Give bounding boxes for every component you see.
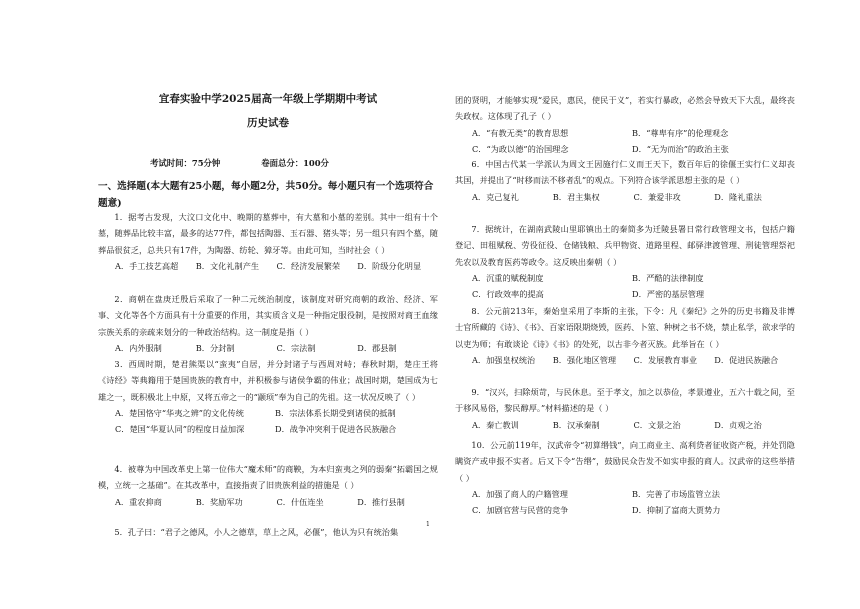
option-a: A．加强了商人的户籍管理 <box>472 488 568 499</box>
option-d: D．贞观之治 <box>714 419 762 430</box>
question-options <box>455 486 795 502</box>
question-options <box>455 352 795 368</box>
exam-info <box>150 157 367 169</box>
exam-subtitle: 历史试卷 <box>247 117 289 129</box>
option-c: C．什伍连坐 <box>276 496 324 507</box>
question-9 <box>455 384 795 433</box>
option-d: D．阶级分化明显 <box>357 260 422 271</box>
question-10 <box>455 437 795 518</box>
question-options <box>455 417 795 433</box>
option-a: A．楚国恪守“华夷之辨”的文化传统 <box>115 407 244 418</box>
question-text: 8．公元前213年，秦始皇采用了李斯的主张，下令：凡《秦纪》之外的历史书籍及非博士官所藏的《诗》、《书》、百家语限期烧毁，医药、卜筮、种树之书不烧，禁止私学，欲求学的以吏为师；有敢谈论《诗》《书》的处死，以古非今者灭族。此举旨在（ ） <box>455 306 795 349</box>
question-options <box>98 340 438 356</box>
option-d: D．隆礼重法 <box>714 191 762 202</box>
question-6 <box>455 156 795 205</box>
option-b: B．完善了市场监管立法 <box>632 488 720 499</box>
exam-title: 宜春实验中学2025届高一年级上学期期中考试 <box>158 93 378 105</box>
option-c: C．发展教育事业 <box>633 354 698 365</box>
option-a: A．加强皇权统治 <box>472 354 536 365</box>
question-text: 9．“汉兴，扫除烦苛，与民休息。至于孝文，加之以恭俭，孝景遵业，五六十载之间，至于移风易俗，黎民醇厚。”材料描述的是（ ） <box>455 387 795 414</box>
option-d: D．抑制了富商大贾势力 <box>632 505 721 516</box>
question-text: 10．公元前119年，汉武帝令“初算缗钱”，向工商业主、高利贷者征收资产税，并处罚隐瞒资产或申报不实者。后又下令“告缗”，鼓励民众告发不如实申报的商人。汉武帝的这些举措（ ） <box>455 440 795 483</box>
option-a: A．“有教无类”的教育思想 <box>472 127 569 138</box>
question-options <box>98 421 438 437</box>
question-5-continued <box>455 92 795 157</box>
option-b: B．汉承秦制 <box>552 419 600 430</box>
question-text: 1．据考古发现，大汶口文化中、晚期的墓葬中，有大墓和小墓的差别。其中一组有十个墓，随葬品比较丰富，最多的达77件，都包括陶器、玉石器、猪头等；另一组只有四个墓，随葬品很贫乏，总共只有17件，为陶器、纺轮、獐牙等。由此可知，当时社会（ ） <box>98 212 438 255</box>
option-d: D．战争冲突利于促进各民族融合 <box>275 424 397 435</box>
question-text: 5．孔子曰：“君子之德风，小人之德草，草上之风，必偃”，他认为只有统治集 <box>114 527 399 537</box>
question-text: 4．被尊为中国改革史上第一位伟大“魔术师”的商鞅，为本归蛮夷之列的弱秦“拓霸国之规模，立统一之基础”。在其改革中，直接指责了旧贵族利益的措施是（ ） <box>98 464 438 491</box>
option-c: C．宗法制 <box>276 342 316 353</box>
question-1 <box>98 209 438 274</box>
option-a: A．克己复礼 <box>472 191 519 202</box>
option-a: A．沉重的赋税制度 <box>472 272 544 283</box>
option-c: C．行政效率的提高 <box>472 289 544 300</box>
option-a: A．重农抑商 <box>115 496 162 507</box>
question-4 <box>98 461 438 510</box>
question-5-start <box>98 524 438 540</box>
question-text: 7．据统计，在湖南武陵山里耶镇出土的秦简多为迁陵县署日常行政管理文书，包括户籍登记、田租赋税、劳役征役、仓储钱粮、兵甲物资、道路里程、邮驿津渡管理、刑徒管理祭祀先农以及教育医药等政令。这反映出秦朝（ ） <box>455 224 795 267</box>
option-c: C．兼爱非攻 <box>633 191 681 202</box>
option-c: C．“为政以德”的治国理念 <box>472 143 569 154</box>
page-number: 1 <box>426 521 430 528</box>
option-b: B．文化礼制产生 <box>195 260 260 271</box>
option-c: C．文景之治 <box>633 419 681 430</box>
question-2 <box>98 291 438 356</box>
option-a: A．秦亡教训 <box>472 419 519 430</box>
option-d: D．严密的基层管理 <box>632 289 705 300</box>
question-options <box>455 189 795 205</box>
question-options <box>455 502 795 518</box>
option-b: B．“尊卑有序”的伦理观念 <box>632 127 729 138</box>
option-c: C．楚国“华夏认同”的程度日益加深 <box>115 424 245 435</box>
section-heading: 一、选择题(本大题有25小题，每小题2分，共50分。每小题只有一个选项符合题意) <box>98 181 434 209</box>
option-b: B．强化地区管理 <box>552 354 617 365</box>
question-options <box>455 125 795 141</box>
question-options <box>98 258 438 274</box>
option-a: A．手工技艺高超 <box>115 260 179 271</box>
question-text: 2．商朝在盘庚迁殷后采取了一种二元统治制度，该制度对研究商朝的政治、经济、军事、文化等各个方面具有十分重要的作用，其实质含义是一种指定服役制，是按照对商王血缘宗族关系的亲疏来划分的一种政治结构。这一制度是指（ ） <box>98 294 438 337</box>
question-options <box>455 141 795 157</box>
question-options <box>98 405 438 421</box>
question-text: 6．中国古代某一学派认为周文王因施行仁义而王天下，数百年后的徐偃王实行仁义却丧其国，并提出了“时移而法不移者乱”的观点。下列符合该学派思想主张的是（ ） <box>455 159 795 186</box>
exam-time: 考试时间：75分钟 <box>150 158 221 168</box>
question-text: 3．西周时期，楚君熊渠以“蛮夷”自居，并分封诸子与西周对峙；春秋时期，楚庄王将《诗经》等典籍用于楚国贵族的教育中，并积极参与诸侯争霸的伟业；战国时期，楚国成为七雄之一，既积极北上中原，又将五帝之一的“颛顼”奉为自己的先祖。这一状况反映了（ ） <box>98 359 438 402</box>
question-text: 团的贤明，才能够实现“爱民，惠民，使民于义”，若实行暴政，必然会导致天下大乱，最终丧失政权。这体现了孔子（ ） <box>455 95 795 122</box>
option-b: B．奖励军功 <box>195 496 243 507</box>
option-d: D．“无为而治”的政治主张 <box>632 143 729 154</box>
option-d: D．促进民族融合 <box>714 354 779 365</box>
option-b: B．君主集权 <box>552 191 600 202</box>
total-score: 卷面总分：100分 <box>261 158 329 168</box>
question-8 <box>455 303 795 368</box>
question-options <box>455 286 795 302</box>
question-7 <box>455 221 795 302</box>
option-a: A．内外服制 <box>115 342 162 353</box>
option-b: B．分封制 <box>195 342 235 353</box>
option-d: D．推行县制 <box>357 496 405 507</box>
option-c: C．加剧官营与民营的竞争 <box>472 505 569 516</box>
option-b: B．宗法体系长期受到诸侯的抵制 <box>275 407 396 418</box>
question-3 <box>98 356 438 437</box>
option-d: D．郡县制 <box>357 342 397 353</box>
question-options <box>98 494 438 510</box>
option-c: C．经济发展繁荣 <box>276 260 341 271</box>
option-b: B．严酷的法律制度 <box>632 272 704 283</box>
question-options <box>455 270 795 286</box>
